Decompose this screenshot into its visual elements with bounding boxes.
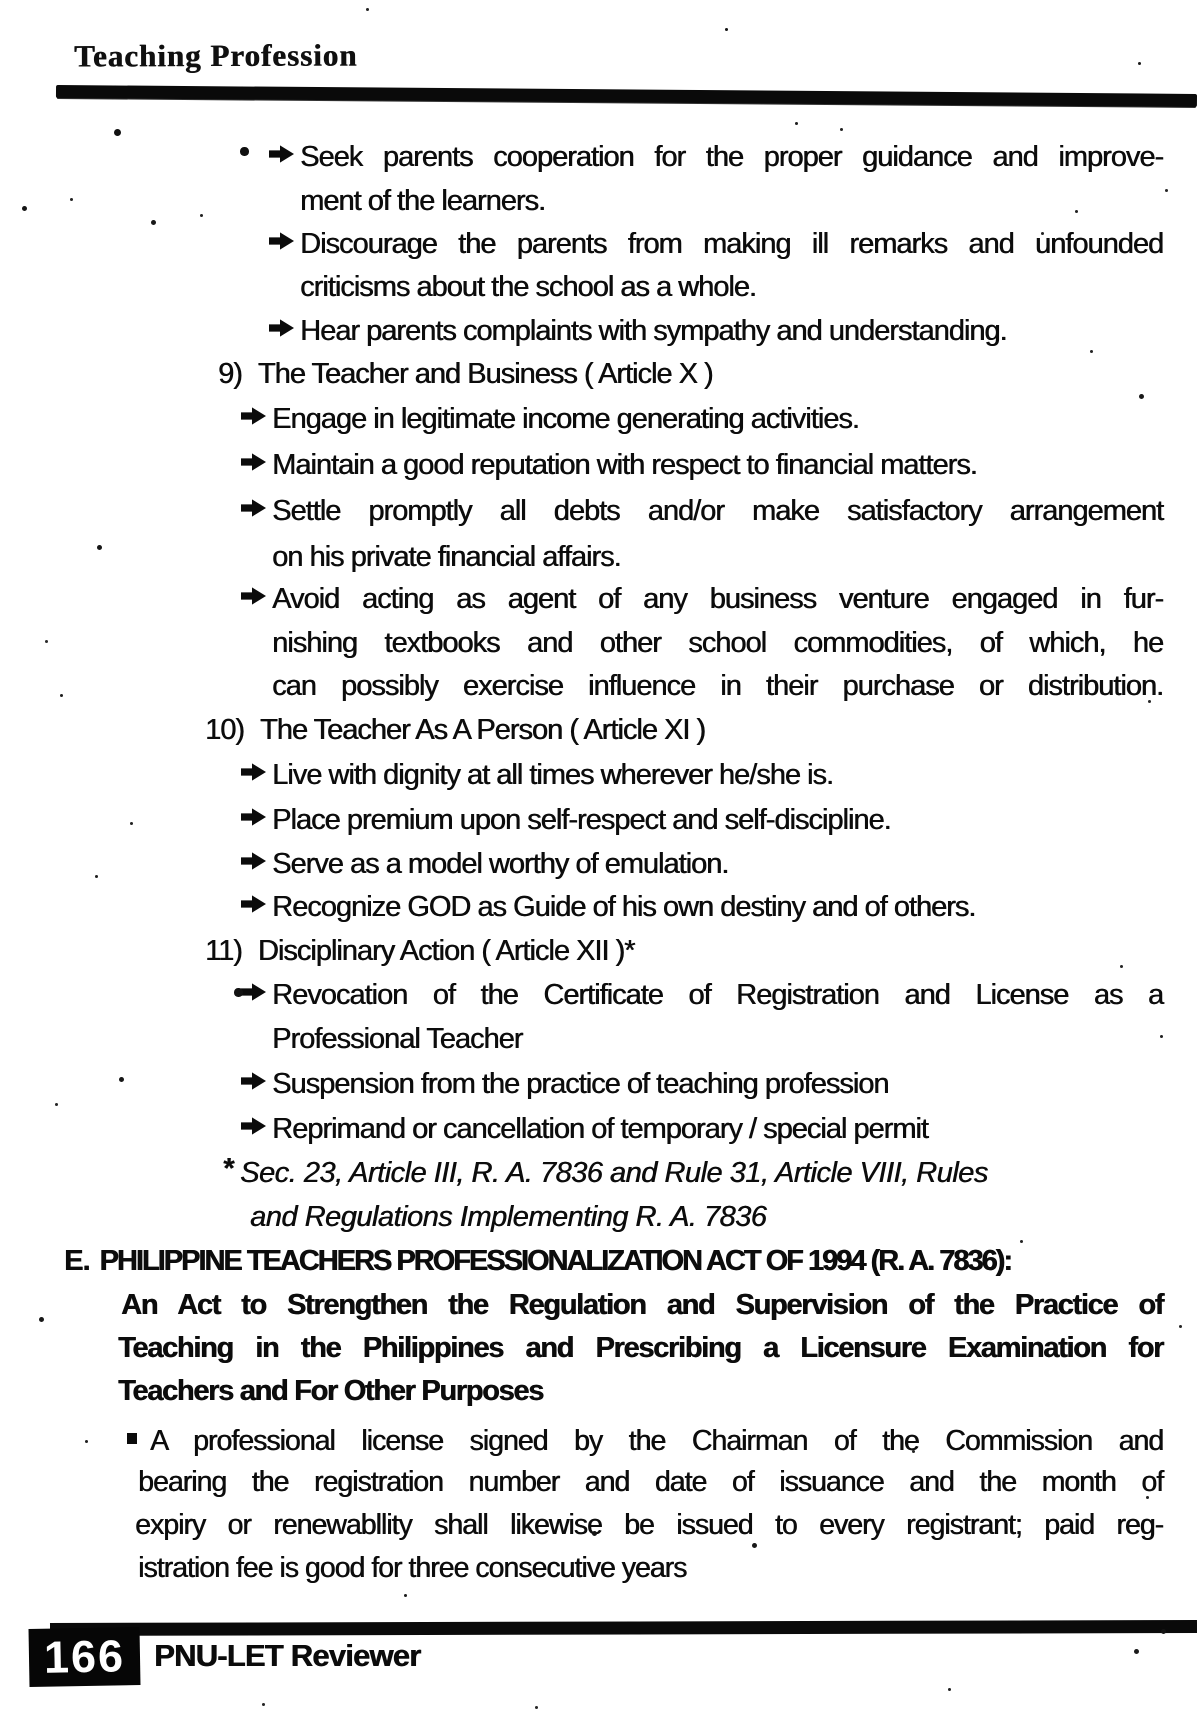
act-letter: E.: [64, 1245, 90, 1277]
arrow-bullet-icon: [269, 145, 294, 163]
bullet-item-line: Place premium upon self-respect and self-discipline.: [272, 802, 891, 838]
bullet-item-line: criticisms about the school as a whole.: [300, 271, 756, 303]
bullet-item-line: Hear parents complaints with sympathy and understanding.: [300, 313, 1006, 349]
section-number: 10): [205, 714, 244, 746]
arrow-bullet-icon: [241, 407, 266, 425]
arrow-bullet-icon: [269, 319, 294, 337]
bullet-item-line: Settle promptly all debts and/or make satisfactory arrangement: [272, 493, 1163, 529]
arrow-bullet-icon: [241, 895, 266, 913]
arrow-bullet-icon: [241, 1072, 266, 1090]
act-bullet-line: bearing the registration number and date of issuance and the month of: [138, 1466, 1163, 1498]
arrow-bullet-icon: [241, 983, 266, 1001]
arrow-bullet-icon: [241, 587, 266, 605]
footnote-line: and Regulations Implementing R. A. 7836: [250, 1201, 767, 1233]
bullet-item-line: can possibly exercise influence in their purchase or distribution.: [272, 670, 1163, 702]
act-bullet-line: expiry or renewabllity shall likewise be issued to every registrant; paid reg-: [135, 1509, 1163, 1541]
section-number: 9): [218, 358, 242, 390]
act-subtitle-line: An Act to Strengthen the Regulation and Supervision of the Practice of: [121, 1289, 1163, 1321]
bullet-item-line: nishing textbooks and other school commodities, of which, he: [272, 627, 1163, 659]
bullet-item-line: Reprimand or cancellation of temporary / special permit: [272, 1111, 928, 1147]
bullet-item-line: Revocation of the Certificate of Registration and License as a: [272, 977, 1163, 1013]
bullet-item-line: Live with dignity at all times wherever he/she is.: [272, 757, 833, 793]
bullet-item-line: Suspension from the practice of teaching profession: [272, 1066, 888, 1102]
bullet-item-line: ment of the learners.: [300, 185, 545, 217]
bullet-item-line: Maintain a good reputation with respect to financial matters.: [272, 447, 977, 483]
arrow-bullet-icon: [241, 763, 266, 781]
asterisk-icon: *: [222, 1153, 233, 1185]
arrow-bullet-icon: [269, 232, 294, 250]
footnote-line: * Sec. 23, Article III, R. A. 7836 and Rule 31, Article VIII, Rules: [222, 1153, 988, 1189]
bullet-item-line: Seek parents cooperation for the proper guidance and improve-: [300, 139, 1163, 175]
act-heading: [64, 1243, 1011, 1279]
arrow-bullet-icon: [241, 808, 266, 826]
section-number: 11): [205, 935, 242, 967]
section-heading: [205, 712, 705, 748]
bullet-item-line: Serve as a model worthy of emulation.: [272, 846, 728, 882]
arrow-bullet-icon: [241, 1117, 266, 1135]
page-title: Teaching Profession: [73, 37, 358, 74]
bullet-item-line: on his private financial affairs.: [272, 541, 621, 573]
bullet-item-line: Recognize GOD as Guide of his own destiny and of others.: [272, 889, 975, 925]
bullet-item-line: Engage in legitimate income generating activities.: [272, 401, 859, 437]
section-title: The Teacher As A Person ( Article XI ): [259, 714, 705, 746]
act-subtitle-line: Teaching in the Philippines and Prescribing a Licensure Examination for: [118, 1332, 1163, 1364]
section-heading: [205, 933, 634, 969]
square-bullet-icon: [127, 1433, 137, 1444]
act-title: PHILIPPINE TEACHERS PROFESSIONALIZATION ACT OF 1994 (R. A. 7836):: [99, 1245, 1011, 1277]
act-bullet-line: A professional license signed by the Chairman of the Commission and: [150, 1423, 1163, 1459]
section-heading: [218, 356, 713, 392]
book-label: PNU-LET Reviewer: [154, 1638, 421, 1673]
section-title: The Teacher and Business ( Article X ): [257, 358, 713, 390]
scan-noise: [0, 0, 3, 3]
footer-divider: [50, 1620, 1197, 1636]
section-title: Disciplinary Action ( Article XII )*: [257, 935, 635, 967]
bullet-item-line: Avoid acting as agent of any business venture engaged in fur-: [272, 581, 1163, 617]
arrow-bullet-icon: [241, 852, 266, 870]
bullet-item-line: Professional Teacher: [272, 1023, 523, 1055]
arrow-bullet-icon: [241, 499, 266, 517]
arrow-bullet-icon: [241, 453, 266, 471]
act-subtitle-line: Teachers and For Other Purposes: [118, 1375, 543, 1407]
act-bullet-line: istration fee is good for three consecutive years: [138, 1552, 687, 1584]
page-number-badge: 166: [29, 1627, 141, 1687]
bullet-item-line: Discourage the parents from making ill remarks and unfounded: [300, 226, 1163, 262]
header-divider: [56, 85, 1197, 107]
